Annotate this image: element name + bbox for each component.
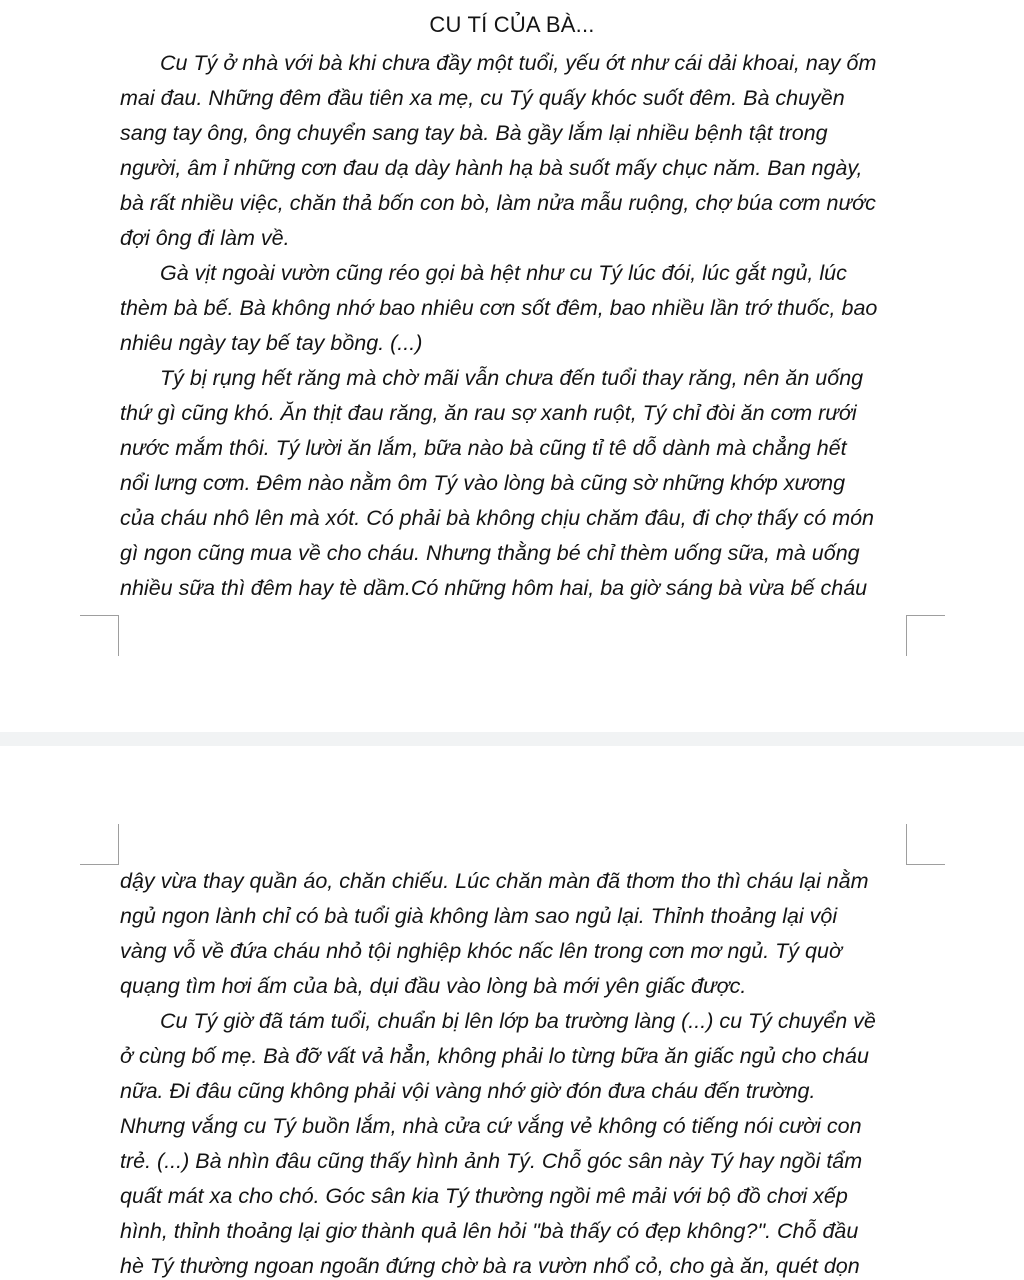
text-line: bà rất nhiều việc, chăn thả bốn con bò, làm nửa mẫu ruộng, chợ búa cơm nước (120, 191, 876, 215)
text-line: mai đau. Những đêm đầu tiên xa mẹ, cu Tý quấy khóc suốt đêm. Bà chuyền (120, 86, 845, 110)
text-line: trẻ. (...) Bà nhìn đâu cũng thấy hình ảnh Tý. Chỗ góc sân này Tý hay ngồi tẩm (120, 1149, 863, 1173)
page-corner-mark-bottom-right (906, 615, 945, 656)
text-line: quất mát xa cho chó. Góc sân kia Tý thường ngồi mê mải với bộ đồ chơi xếp (120, 1184, 848, 1208)
page-corner-mark-bottom-left (80, 615, 119, 656)
text-line: thứ gì cũng khó. Ăn thịt đau răng, ăn rau sợ xanh ruột, Tý chỉ đòi ăn cơm rưới (120, 401, 857, 425)
text-line: hè Tý thường ngoan ngoãn đứng chờ bà ra vườn nhổ cỏ, cho gà ăn, quét dọn (120, 1254, 860, 1278)
text-line: Nhưng vắng cu Tý buồn lắm, nhà cửa cứ vắng vẻ không có tiếng nói cười con (120, 1114, 862, 1138)
text-line: nước mắm thôi. Tý lười ăn lắm, bữa nào bà cũng tỉ tê dỗ dành mà chẳng hết (120, 436, 847, 460)
text-line: ở cùng bố mẹ. Bà đỡ vất vả hẳn, không phải lo từng bữa ăn giấc ngủ cho cháu (120, 1044, 869, 1068)
text-line: sang tay ông, ông chuyển sang tay bà. Bà gầy lắm lại nhiều bệnh tật trong (120, 121, 828, 145)
text-line: thèm bà bế. Bà không nhớ bao nhiêu cơn sốt đêm, bao nhiều lần trớ thuốc, bao (120, 296, 878, 320)
text-line: nổi lưng cơm. Đêm nào nằm ôm Tý vào lòng bà cũng sờ những khớp xương (120, 471, 846, 495)
text-line: Tý bị rụng hết răng mà chờ mãi vẫn chưa đến tuổi thay răng, nên ăn uống (160, 366, 864, 390)
text-line: đợi ông đi làm về. (120, 226, 290, 250)
text-line: nhiều sữa thì đêm hay tè dầm.Có những hôm hai, ba giờ sáng bà vừa bế cháu (120, 576, 868, 600)
text-line: quạng tìm hơi ấm của bà, dụi đầu vào lòng bà mới yên giấc được. (120, 974, 747, 998)
document-title: CU TÍ CỦA BÀ... (429, 12, 595, 37)
text-line: Cu Tý giờ đã tám tuổi, chuẩn bị lên lớp ba trường làng (...) cu Tý chuyển về (160, 1009, 876, 1033)
text-line: dậy vừa thay quần áo, chăn chiếu. Lúc chăn màn đã thơm tho thì cháu lại nằm (120, 869, 869, 893)
document-page-2 (0, 746, 1024, 1280)
text-line: nhiêu ngày tay bế tay bồng. (...) (120, 331, 423, 355)
text-line: của cháu nhô lên mà xót. Có phải bà không chịu chăm đâu, đi chợ thấy có món (120, 506, 875, 530)
text-line: ngủ ngon lành chỉ có bà tuổi già không làm sao ngủ lại. Thỉnh thoảng lại vội (120, 904, 838, 928)
text-line: người, âm ỉ những cơn đau dạ dày hành hạ bà suốt mấy chục năm. Ban ngày, (120, 156, 863, 180)
text-line: Gà vịt ngoài vườn cũng réo gọi bà hệt như cu Tý lúc đói, lúc gắt ngủ, lúc (160, 261, 847, 285)
page-corner-mark-top-left (80, 824, 119, 865)
page-corner-mark-top-right (906, 824, 945, 865)
text-line: hình, thỉnh thoảng lại giơ thành quả lên hỏi "bà thấy có đẹp không?". Chỗ đầu (120, 1219, 859, 1243)
text-line: Cu Tý ở nhà với bà khi chưa đầy một tuổi, yếu ớt như cái dải khoai, nay ốm (160, 51, 877, 75)
text-line: vàng vỗ về đứa cháu nhỏ tội nghiệp khóc nấc lên trong cơn mơ ngủ. Tý quờ (120, 939, 842, 963)
text-line: gì ngon cũng mua về cho cháu. Nhưng thằng bé chỉ thèm uống sữa, mà uống (120, 541, 860, 565)
text-line: nữa. Đi đâu cũng không phải vội vàng nhớ giờ đón đưa cháu đến trường. (120, 1079, 816, 1103)
page-separator (0, 732, 1024, 746)
